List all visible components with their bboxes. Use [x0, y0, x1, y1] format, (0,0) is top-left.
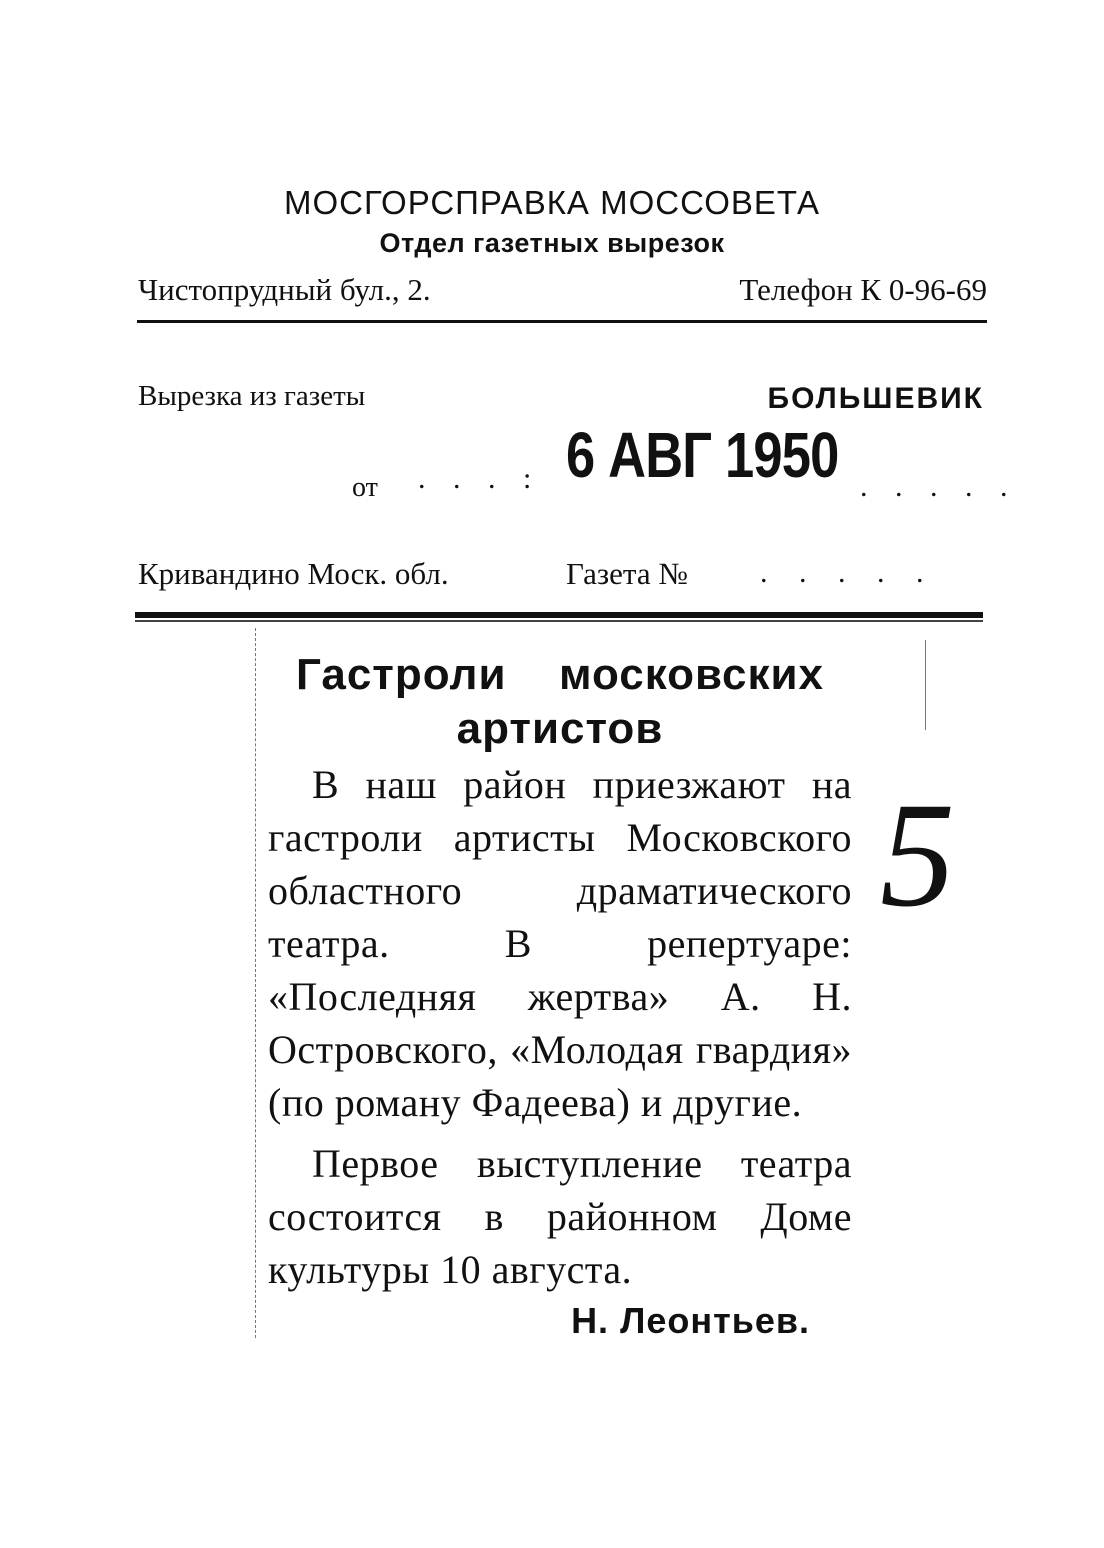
phone: Телефон К 0-96-69: [739, 272, 987, 307]
department-name: Отдел газетных вырезок: [379, 228, 725, 258]
clipping-edge-left: [255, 628, 256, 1338]
dots-after-date: . . . . .: [860, 470, 1018, 503]
dots-before-date: . . . :: [418, 462, 542, 495]
date-stamp: 6 АВГ 1950: [566, 419, 839, 491]
article-author: Н. Леонтьев.: [571, 1300, 810, 1341]
article-paragraph-2: Первое выступление театра состоится в районном Доме культуры 10 августа.: [268, 1141, 852, 1292]
article-body: [268, 758, 852, 1296]
form-divider: [135, 612, 983, 618]
address: Чистопрудный бул., 2.: [138, 272, 431, 307]
form-divider-thin: [135, 620, 983, 622]
city: Кривандино Моск. обл.: [138, 556, 449, 591]
paper-number-label: Газета №: [566, 556, 688, 591]
cutting-label: Вырезка из газеты: [138, 380, 366, 412]
headline-word-2: московских: [558, 650, 824, 699]
handwritten-mark: 5: [880, 772, 955, 938]
org-name: МОСГОРСПРАВКА МОССОВЕТА: [284, 184, 820, 221]
from-label: от: [352, 472, 378, 503]
newspaper-name: БОЛЬШЕВИК: [767, 382, 984, 415]
article-headline: [260, 648, 860, 756]
paper-number-dots: . . . . .: [760, 556, 936, 589]
header-divider: [137, 320, 987, 323]
headline-word-1: Гастроли: [296, 650, 507, 699]
article-paragraph-1: В наш район приезжают на гастроли артисты Московского областного драматического театра. В репертуаре: «Последняя жертва» А. Н. Островского, «Молодая гвардия» (по роману Фадеева) и другие.: [268, 762, 852, 1125]
headline-line-2: артистов: [456, 704, 664, 753]
clipping-edge-right: [925, 640, 926, 730]
